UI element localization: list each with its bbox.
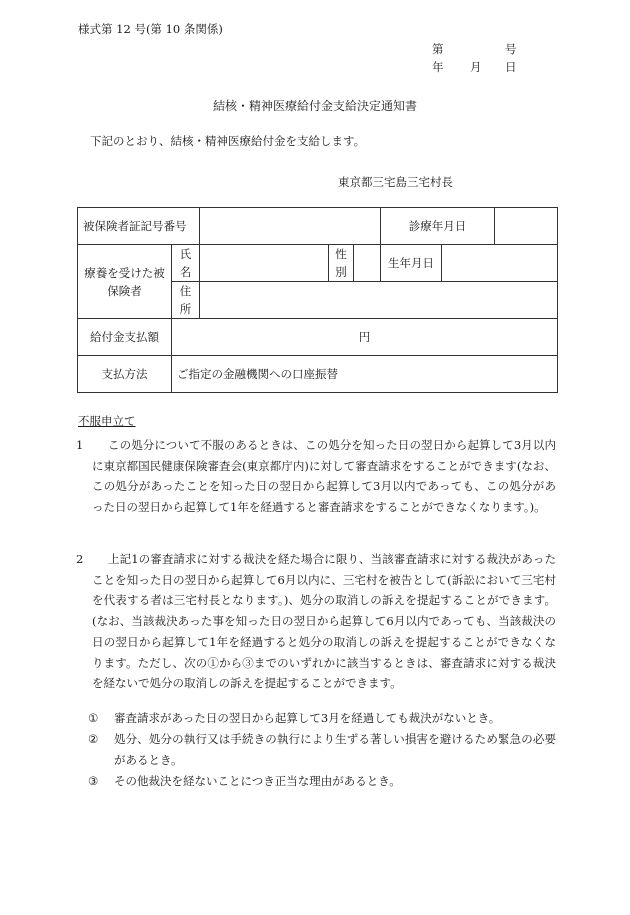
issuer: 東京都三宅島三宅村長	[338, 175, 453, 189]
name-label: 氏名	[172, 245, 200, 282]
intro-text: 下記のとおり、結核・精神医療給付金を支給します。	[90, 134, 366, 148]
document-title: 結核・精神医療給付金支給決定通知書	[212, 99, 417, 113]
appeal-item-text: この処分について不服のあるときは、この処分を知った日の翌日から起算して3月以内に東京都国民健康保険審査会(東京都庁内)に対して審査請求をすることができます(なお、この処分があったことを知った日の翌日から起算して3月以内であっても、この処分があった日の翌日から起算して1年を経過すると審査請求をすることができなくなります。)。	[92, 438, 556, 515]
date-month: 月	[470, 60, 482, 74]
appeal-sub-item	[88, 729, 556, 770]
payment-method-value: ご指定の金融機関への口座振替	[172, 356, 558, 393]
date-day: 日	[505, 60, 517, 74]
number-label: 第	[432, 42, 444, 56]
date-year: 年	[432, 60, 444, 74]
address-value	[200, 282, 558, 319]
appeal-sub-item	[88, 708, 556, 729]
birth-value	[442, 245, 558, 282]
sex-label: 性別	[329, 245, 354, 282]
benefit-table	[77, 207, 558, 393]
payment-method-label: 支払方法	[78, 356, 172, 393]
appeal-sub-item	[88, 771, 556, 792]
insured-number-label: 被保険者証記号番号	[78, 208, 200, 245]
appeal-heading: 不服申立て	[78, 414, 136, 428]
appeal-sub-item-text: 審査請求があった日の翌日から起算して3月を経過しても裁決がないとき。	[114, 711, 501, 725]
appeal-sub-item-text: 処分、処分の執行又は手続きの執行により生ずる著しい損害を避けるため緊急の必要があるとき。	[114, 732, 556, 767]
appeal-item-number: 2	[76, 552, 84, 566]
treatment-date-label: 診療年月日	[381, 208, 495, 245]
appeal-sub-item-number: ③	[88, 774, 99, 788]
appeal-item-text: 上記1の審査請求に対する裁決を経た場合に限り、当該審査請求に対する裁決があったことを知った日の翌日から起算して6月以内に、三宅村を被告として(訴訟において三宅村を代表する者は三宅村長となります。)、処分の取消しの訴えを提起することができます。(なお、当該裁決あった事を知った日の翌日から起算して6月以内であっても、当該裁決の日の翌日から起算して1年を経過すると処分の取消しの訴えを提起することができなくなります。ただし、次の①から③までのいずれかに該当するときは、審査請求に対する裁決を経ないで処分の取消しの訴えを提起することができます。	[92, 552, 556, 691]
form-number: 様式第 12 号(第 10 条関係)	[78, 22, 223, 36]
appeal-item-number: 1	[76, 438, 84, 452]
sex-value	[354, 245, 381, 282]
treatment-date-value	[495, 208, 558, 245]
appeal-sub-item-text: その他裁決を経ないことにつき正当な理由があるとき。	[114, 774, 401, 788]
amount-unit: 円	[172, 319, 558, 356]
appeal-sub-item-number: ①	[88, 711, 99, 725]
name-value	[200, 245, 329, 282]
appeal-item	[76, 435, 556, 518]
patient-label: 療養を受けた被保険者	[78, 245, 172, 319]
amount-label: 給付金支払額	[78, 319, 172, 356]
appeal-item	[76, 549, 556, 694]
appeal-sub-item-number: ②	[88, 732, 99, 746]
address-label: 住所	[172, 282, 200, 319]
number-suffix: 号	[505, 42, 517, 56]
birth-label: 生年月日	[381, 245, 442, 282]
insured-number-value	[200, 208, 381, 245]
